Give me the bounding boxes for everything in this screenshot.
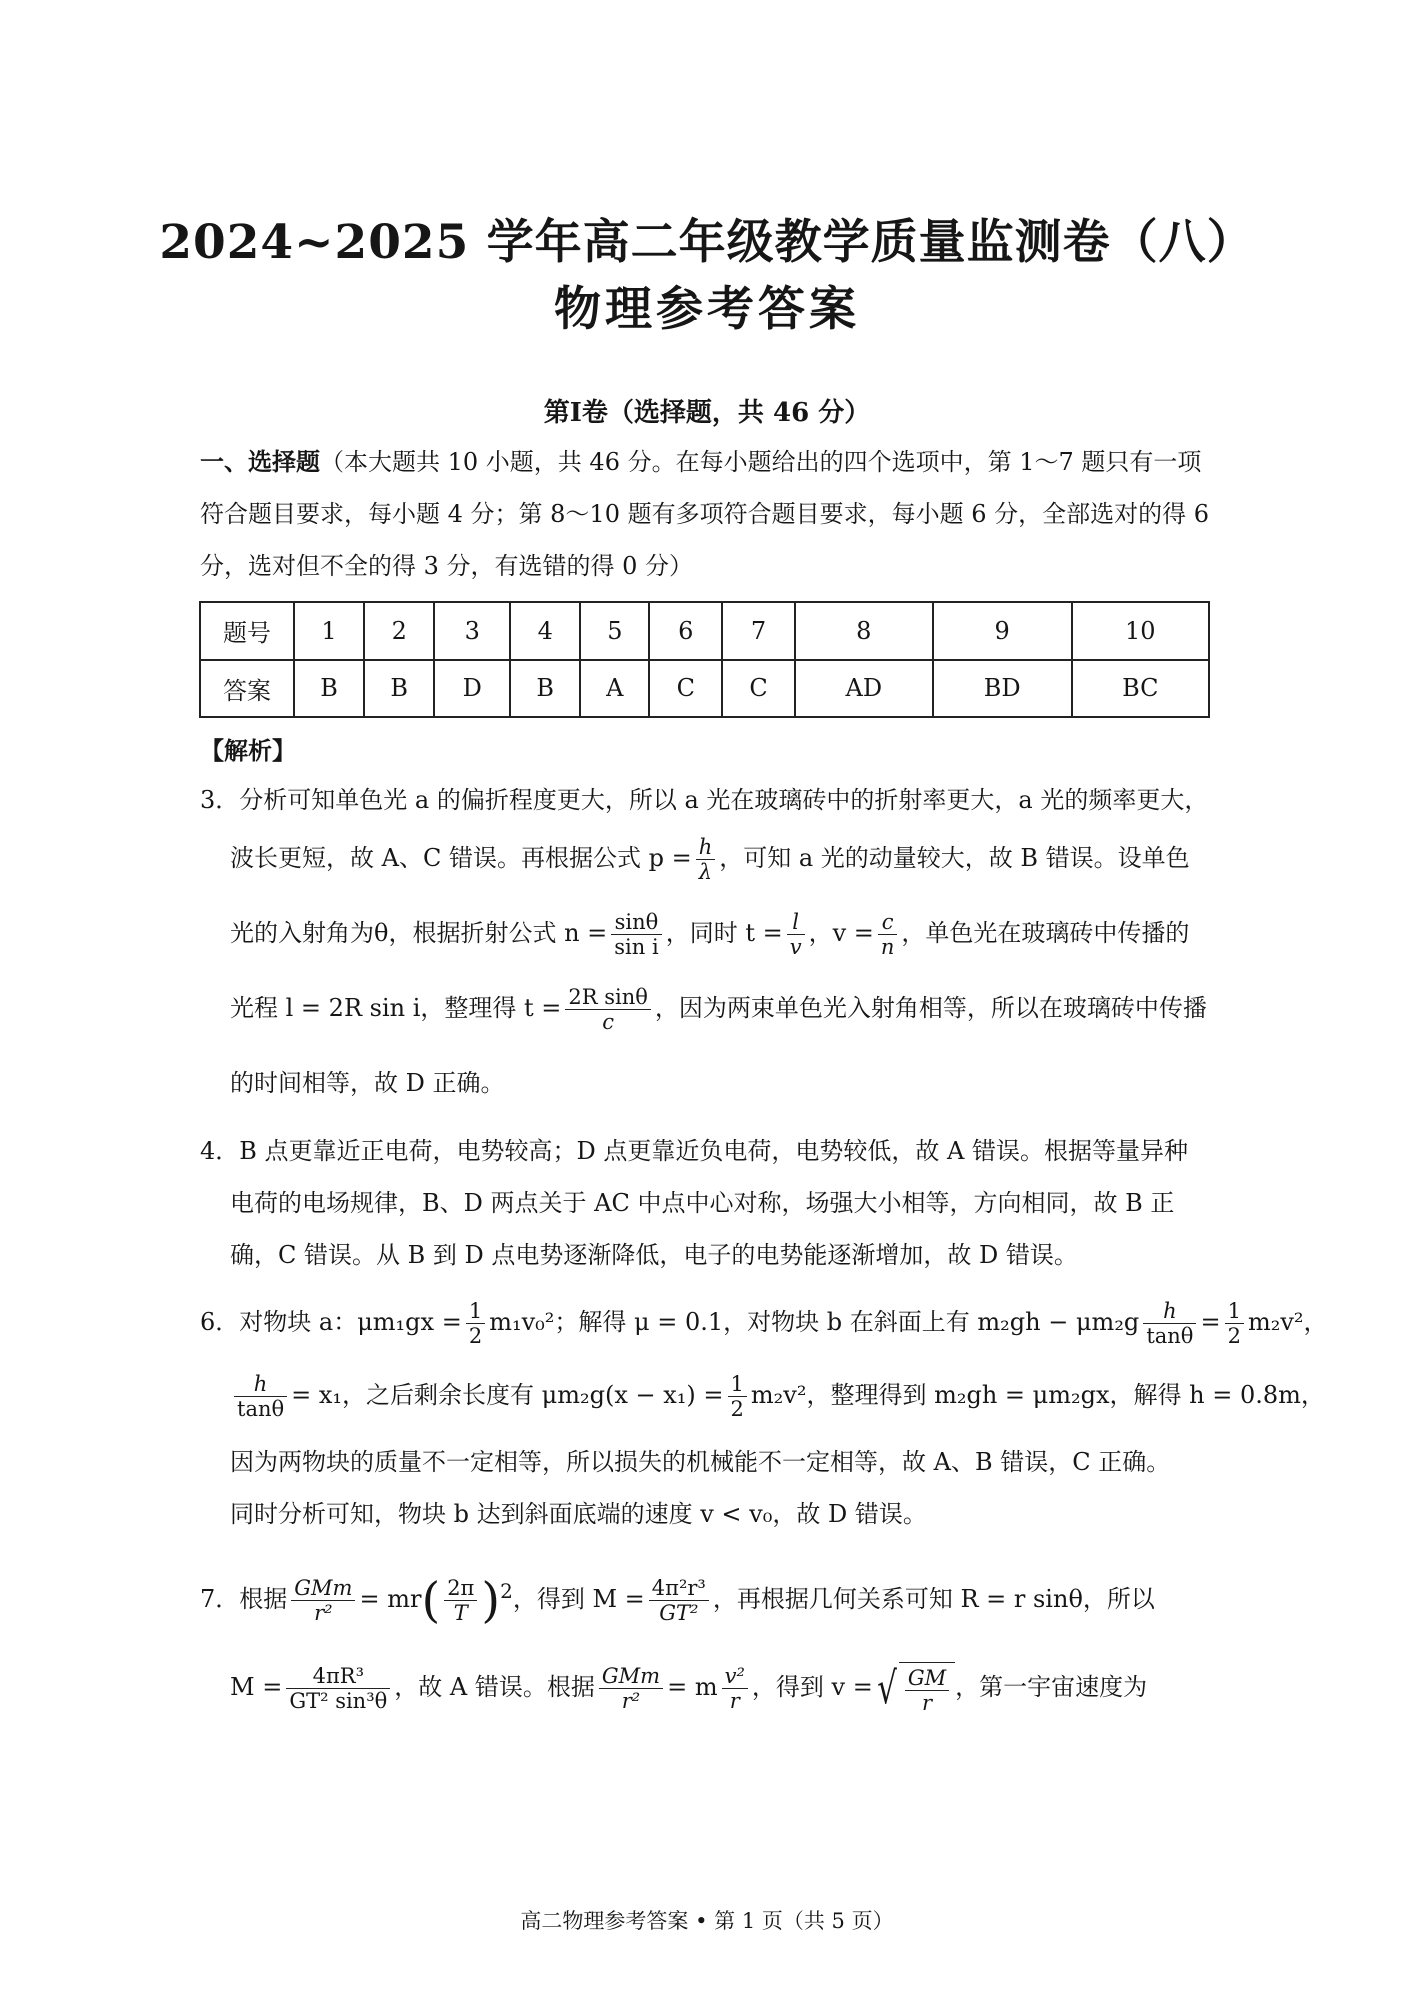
q4-line-3: 确，C 错误。从 B 到 D 点电势逐渐降低，电子的电势能逐渐增加，故 D 错误。 (230, 1241, 1078, 1269)
page-subtitle: 物理参考答案 (554, 282, 860, 337)
table-row-numbers (200, 602, 1209, 660)
fraction: $\frac{\text{GMm}}{\text{r²}}$ (599, 1664, 663, 1713)
right-paren: ) (481, 1572, 501, 1629)
fraction: $\frac{\text{4πR³}}{\text{GT² sin³θ}}$ (286, 1664, 390, 1713)
intro-paragraph (200, 436, 1210, 592)
table-cell: BD (933, 660, 1072, 718)
fraction: $\frac{2\pi}{T}$ (444, 1576, 477, 1625)
page-footer: 高二物理参考答案 • 第 1 页（共 5 页） (520, 1909, 894, 1933)
table-cell: 7 (722, 602, 795, 660)
intro-line-3: 分，选对但不全的得 3 分，有选错的得 0 分） (200, 552, 694, 580)
q3-line-2: 波长更短，故 A、C 错误。再根据公式 p = $\frac{h}{\lambda}$ ，可知 a 光的动量较大，故 B 错误。设单色 (230, 835, 1190, 884)
fraction: $\frac{1}{2}$ (728, 1372, 747, 1421)
table-cell: 10 (1072, 602, 1209, 660)
table-cell: BC (1072, 660, 1209, 718)
table-cell: C (649, 660, 722, 718)
answer-table (199, 601, 1210, 718)
table-cell: 2 (364, 602, 434, 660)
table-cell: 6 (649, 602, 722, 660)
fraction: $\frac{1}{2}$ (466, 1299, 485, 1348)
page-title: 2024~2025 学年高二年级教学质量监测卷（八） (159, 215, 1255, 270)
table-cell: B (294, 660, 364, 718)
table-cell: 1 (294, 602, 364, 660)
fraction: $\frac{\text{4π²r³}}{\text{GT²}}$ (649, 1576, 709, 1625)
table-cell: 8 (795, 602, 933, 660)
q7-line-1: 7．根据 $\frac{\text{GMm}}{\text{r²}}$ = mr( $\frac{2\pi}{T}$ )$^2$，得到 M = $\frac{\text{4π²r³}}{\text{GT²}}$ ，再根据几何关系可知 R = r sinθ，所以 (200, 1572, 1155, 1629)
fraction: $\frac{GM}{r}$ (905, 1666, 949, 1715)
row-label: 答案 (200, 660, 294, 718)
table-cell: 5 (580, 602, 649, 660)
table-cell: B (364, 660, 434, 718)
exponent: 2 (500, 1579, 513, 1603)
row-label: 题号 (200, 602, 294, 660)
q3-line-1: 3．分析可知单色光 a 的偏折程度更大，所以 a 光在玻璃砖中的折射率更大，a 光的频率更大， (200, 786, 1209, 814)
q4-line-2: 电荷的电场规律，B、D 两点关于 AC 中点中心对称，场强大小相等，方向相同，故 B 正 (230, 1189, 1175, 1217)
table-cell: 9 (933, 602, 1072, 660)
table-cell: AD (795, 660, 933, 718)
q6-line-4: 同时分析可知，物块 b 达到斜面底端的速度 v < v₀，故 D 错误。 (230, 1500, 927, 1528)
intro-line-2: 符合题目要求，每小题 4 分；第 8～10 题有多项符合题目要求，每小题 6 分，全部选对的得 6 (200, 500, 1210, 528)
analysis-label: 【解析】 (200, 736, 296, 765)
sqrt-body (899, 1662, 955, 1715)
intro-lead: 一、选择题 (200, 447, 320, 476)
table-cell: 3 (434, 602, 510, 660)
q6-line-2: $\frac{h}{\tan\theta}$ = x₁，之后剩余长度有 μm₂g(x − x₁) = $\frac{1}{2}$ m₂v²，整理得到 m₂gh = μm₂gx，解得 h = 0.8m， (230, 1369, 1325, 1421)
table-cell: 4 (510, 602, 580, 660)
table-cell: D (434, 660, 510, 718)
intro-line-1: 一、选择题（本大题共 10 小题，共 46 分。在每小题给出的四个选项中，第 1～7 题只有一项 (200, 447, 1202, 476)
fraction: $\frac{\text{GMm}}{\text{r²}}$ (291, 1576, 355, 1625)
section-heading: 第Ⅰ卷（选择题，共 46 分） (543, 398, 871, 428)
q7-line-2: M = $\frac{\text{4πR³}}{\text{GT² sin³θ}}$ ，故 A 错误。根据 $\frac{\text{GMm}}{\text{r²}}$ = m $\frac{\text{v²}}{r}$ ，得到 v =√ $\frac{GM}{r}$ ，第一宇宙速度为 (230, 1662, 1148, 1715)
left-paren: ( (421, 1572, 441, 1629)
fraction: $\frac{h}{\tan\theta}$ (1143, 1299, 1196, 1348)
q3-line-4: 光程 l = 2R sin i，整理得 t = $\frac{\text{2R sinθ}}{c}$ ，因为两束单色光入射角相等，所以在玻璃砖中传播 (230, 985, 1207, 1034)
fraction: $\frac{c}{n}$ (878, 910, 898, 959)
q6-line-1: 6．对物块 a：μm₁gx = $\frac{1}{2}$ m₁v₀²；解得 μ = 0.1，对物块 b 在斜面上有 m₂gh − μm₂g $\frac{h}{\tan\theta}$ = $\frac{1}{2}$ m₂v²， (200, 1299, 1328, 1348)
q4-line-1: 4．B 点更靠近正电荷，电势较高；D 点更靠近负电荷，电势较低，故 A 错误。根据等量异种 (200, 1137, 1188, 1165)
q3-line-3: 光的入射角为θ，根据折射公式 n = $\frac{\sin\theta}{\text{sin i}}$ ，同时 t = $\frac{l}{v}$ ，v = $\frac{c}{n}$ ，单色光在玻璃砖中传播的 (230, 910, 1190, 959)
q3-line-5: 的时间相等，故 D 正确。 (230, 1069, 505, 1097)
fraction: $\frac{\text{2R sinθ}}{c}$ (565, 985, 651, 1034)
fraction: $\frac{\sin\theta}{\text{sin i}}$ (611, 910, 661, 959)
fraction: $\frac{l}{v}$ (787, 910, 805, 959)
table-row-answers (200, 660, 1209, 718)
sqrt-sign: √ (877, 1662, 897, 1714)
q6-line-3: 因为两物块的质量不一定相等，所以损失的机械能不一定相等，故 A、B 错误，C 正确。 (230, 1448, 1171, 1476)
table-cell: B (510, 660, 580, 718)
fraction: $\frac{\text{v²}}{r}$ (722, 1664, 748, 1713)
fraction: $\frac{1}{2}$ (1225, 1299, 1244, 1348)
fraction: $\frac{h}{\tan\theta}$ (234, 1372, 287, 1421)
table-cell: C (722, 660, 795, 718)
table-cell: A (580, 660, 649, 718)
fraction: $\frac{h}{\lambda}$ (696, 835, 716, 884)
